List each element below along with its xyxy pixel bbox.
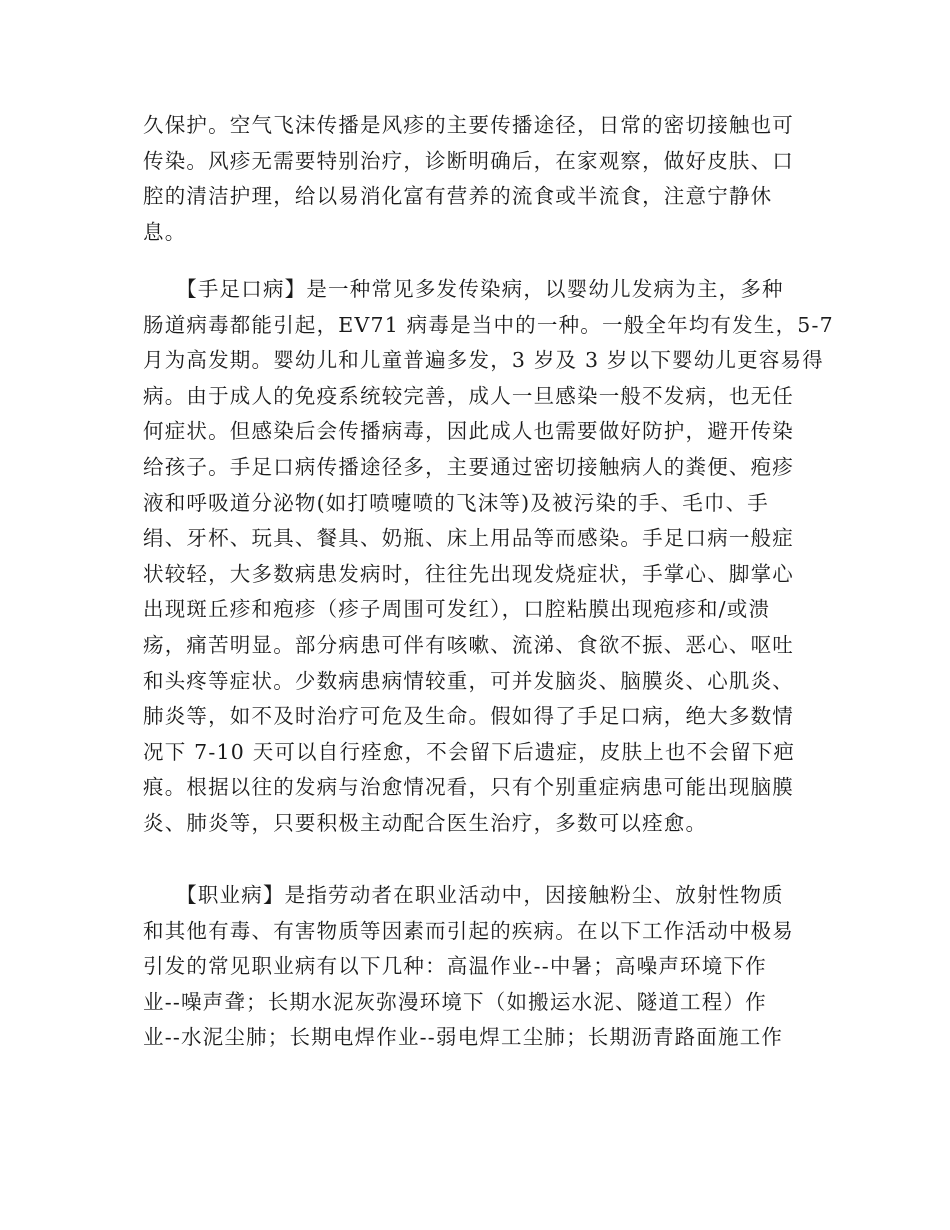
text-line: 业--噪声聋；长期水泥灰弥漫环境下（如搬运水泥、隧道工程）作 <box>143 989 767 1014</box>
text-line: 疡，痛苦明显。部分病患可伴有咳嗽、流涕、食欲不振、恶心、呕吐 <box>143 632 794 657</box>
text-line: 引发的常见职业病有以下几种：高温作业--中暑；高噪声环境下作 <box>143 954 767 979</box>
paragraph-hand-foot-mouth-disease <box>143 272 834 842</box>
text-line: 绢、牙杯、玩具、餐具、奶瓶、床上用品等而感染。手足口病一般症 <box>143 526 794 551</box>
text-line: 病。由于成人的免疫系统较完善，成人一旦感染一般不发病，也无任 <box>143 383 794 408</box>
text-line: 给孩子。手足口病传播途径多，主要通过密切接触病人的粪便、疱疹 <box>143 454 794 479</box>
text-line: 何症状。但感染后会传播病毒，因此成人也需要做好防护，避开传染 <box>143 419 794 444</box>
text-line: 业--水泥尘肺；长期电焊作业--弱电焊工尘肺；长期沥青路面施工作 <box>143 1025 784 1050</box>
text-line: 息。 <box>143 219 187 244</box>
paragraph-rubella-continued <box>143 108 823 250</box>
text-line: 传染。风疹无需要特别治疗，诊断明确后，在家观察，做好皮肤、口 <box>143 148 794 173</box>
text-line: 月为高发期。婴幼儿和儿童普遍多发，3 岁及 3 岁以下婴幼儿更容易得 <box>143 348 824 373</box>
text-line: 液和呼吸道分泌物(如打喷嚏喷的飞沫等)及被污染的手、毛巾、手 <box>143 490 769 515</box>
text-line: 腔的清洁护理，给以易消化富有营养的流食或半流食，注意宁静休 <box>143 184 773 209</box>
text-line: 炎、肺炎等，只要积极主动配合医生治疗，多数可以痊愈。 <box>143 810 708 835</box>
paragraph-occupational-disease <box>143 878 823 1056</box>
text-line: 【职业病】是指劳动者在职业活动中，因接触粉尘、放射性物质 <box>143 883 784 907</box>
text-line: 【手足口病】是一种常见多发传染病，以婴幼儿发病为主，多种 <box>143 277 784 301</box>
text-line: 状较轻，大多数病患发病时，往往先出现发烧症状，手掌心、脚掌心 <box>143 561 794 586</box>
text-line: 和头疼等症状。少数病患病情较重，可并发脑炎、脑膜炎、心肌炎、 <box>143 668 794 693</box>
text-line: 况下 7-10 天可以自行痊愈，不会留下后遗症，皮肤上也不会留下疤 <box>143 739 796 764</box>
text-line: 肺炎等，如不及时治疗可危及生命。假如得了手足口病，绝大多数情 <box>143 704 794 729</box>
text-line: 痕。根据以往的发病与治愈情况看，只有个别重症病患可能出现脑膜 <box>143 775 794 800</box>
text-line: 和其他有毒、有害物质等因素而引起的疾病。在以下工作活动中极易 <box>143 918 794 943</box>
text-line: 肠道病毒都能引起，EV71 病毒是当中的一种。一般全年均有发生，5-7 <box>143 312 834 337</box>
text-line: 久保护。空气飞沫传播是风疹的主要传播途径，日常的密切接触也可 <box>143 113 794 137</box>
text-line: 出现斑丘疹和疱疹（疹子周围可发红），口腔粘膜出现疱疹和/或溃 <box>143 597 771 622</box>
